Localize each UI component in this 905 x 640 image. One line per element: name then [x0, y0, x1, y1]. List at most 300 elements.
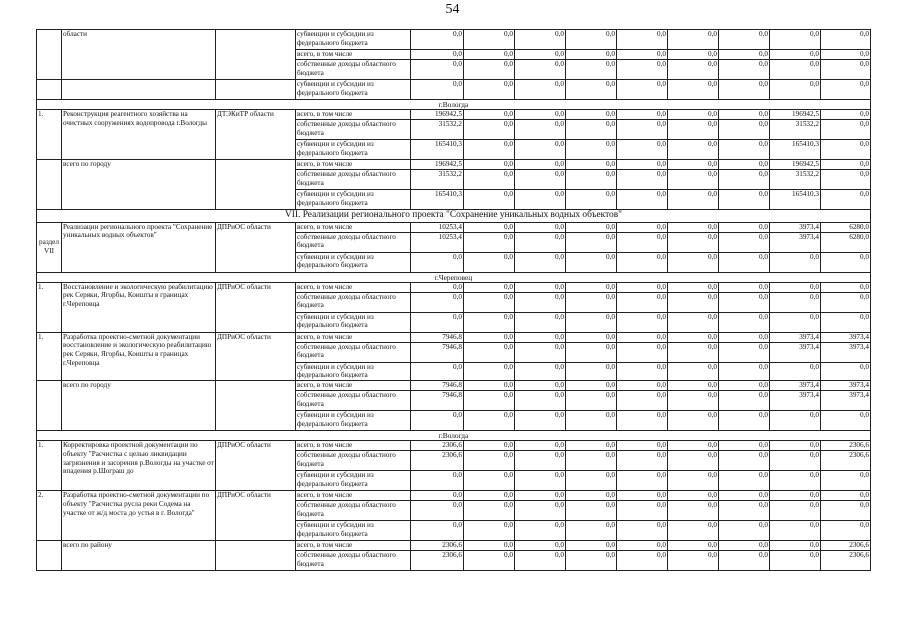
amount-cell: 0,0 — [821, 362, 871, 381]
table-cell: ДПРиОС области — [216, 282, 296, 332]
amount-cell: 0,0 — [617, 471, 668, 491]
amount-cell: 0,0 — [617, 292, 668, 312]
amount-cell: 0,0 — [617, 222, 668, 232]
amount-cell: 0,0 — [770, 451, 821, 471]
amount-cell: 0,0 — [515, 391, 566, 411]
funding-source-cell: всего, в том числе — [296, 441, 411, 451]
amount-cell: 0,0 — [719, 222, 770, 232]
amount-cell: 0,0 — [719, 362, 770, 381]
city-name: г.Вологда — [37, 431, 871, 441]
amount-cell: 0,0 — [411, 491, 464, 501]
amount-cell: 0,0 — [821, 282, 871, 292]
amount-cell: 0,0 — [411, 471, 464, 491]
budget-table-body — [37, 30, 871, 571]
amount-cell: 10253,4 — [411, 222, 464, 232]
amount-cell: 165410,3 — [411, 190, 464, 210]
amount-cell: 0,0 — [617, 120, 668, 140]
funding-source-cell: всего, в том числе — [296, 541, 411, 551]
funding-source-cell: собственные доходы областного бюджета — [296, 391, 411, 411]
amount-cell: 7946,8 — [411, 381, 464, 391]
funding-source-cell: субвенции и субсидии из федерального бюджета — [296, 80, 411, 100]
amount-cell: 0,0 — [719, 312, 770, 332]
amount-cell: 0,0 — [515, 362, 566, 381]
amount-cell: 0,0 — [770, 551, 821, 571]
amount-cell: 0,0 — [770, 282, 821, 292]
amount-cell: 0,0 — [719, 30, 770, 50]
table-cell: области — [62, 30, 216, 80]
amount-cell: 0,0 — [515, 222, 566, 232]
funding-source-cell: субвенции и субсидии из федерального бюджета — [296, 30, 411, 50]
amount-cell: 0,0 — [566, 60, 617, 80]
table-cell — [216, 80, 296, 100]
table-cell: ДПРиОС области — [216, 491, 296, 541]
amount-cell: 0,0 — [411, 521, 464, 541]
amount-cell: 0,0 — [668, 551, 719, 571]
amount-cell: 0,0 — [617, 312, 668, 332]
amount-cell: 0,0 — [770, 491, 821, 501]
table-cell: всего по району — [62, 541, 216, 571]
amount-cell: 0,0 — [821, 252, 871, 272]
amount-cell: 0,0 — [821, 312, 871, 332]
funding-source-cell: всего, в том числе — [296, 381, 411, 391]
amount-cell: 0,0 — [719, 80, 770, 100]
funding-source-cell: субвенции и субсидии из федерального бюджета — [296, 252, 411, 272]
amount-cell: 0,0 — [566, 170, 617, 190]
amount-cell: 0,0 — [770, 80, 821, 100]
funding-source-cell: субвенции и субсидии из федерального бюджета — [296, 362, 411, 381]
amount-cell: 0,0 — [719, 441, 770, 451]
amount-cell: 6280,0 — [821, 222, 871, 232]
amount-cell: 196942,5 — [411, 110, 464, 120]
amount-cell: 0,0 — [515, 110, 566, 120]
amount-cell: 0,0 — [464, 190, 515, 210]
amount-cell: 0,0 — [719, 411, 770, 431]
amount-cell: 0,0 — [566, 50, 617, 60]
table-row — [37, 160, 871, 170]
amount-cell: 0,0 — [719, 232, 770, 252]
amount-cell: 0,0 — [668, 312, 719, 332]
amount-cell: 0,0 — [464, 551, 515, 571]
amount-cell: 0,0 — [464, 342, 515, 362]
amount-cell: 0,0 — [719, 501, 770, 521]
amount-cell: 0,0 — [464, 332, 515, 342]
amount-cell: 0,0 — [668, 342, 719, 362]
amount-cell: 0,0 — [411, 30, 464, 50]
amount-cell: 0,0 — [617, 451, 668, 471]
amount-cell: 0,0 — [617, 391, 668, 411]
amount-cell: 3973,4 — [821, 381, 871, 391]
amount-cell: 0,0 — [770, 471, 821, 491]
amount-cell: 0,0 — [464, 501, 515, 521]
amount-cell: 0,0 — [411, 282, 464, 292]
amount-cell: 0,0 — [719, 120, 770, 140]
amount-cell: 0,0 — [566, 312, 617, 332]
amount-cell: 0,0 — [464, 282, 515, 292]
table-cell — [216, 160, 296, 210]
amount-cell: 0,0 — [617, 190, 668, 210]
amount-cell: 0,0 — [464, 312, 515, 332]
amount-cell: 0,0 — [566, 342, 617, 362]
amount-cell: 0,0 — [464, 140, 515, 160]
amount-cell: 3973,4 — [821, 391, 871, 411]
amount-cell: 0,0 — [566, 541, 617, 551]
table-row — [37, 222, 871, 232]
amount-cell: 0,0 — [617, 541, 668, 551]
amount-cell: 0,0 — [821, 50, 871, 60]
amount-cell: 0,0 — [719, 541, 770, 551]
amount-cell: 0,0 — [515, 451, 566, 471]
amount-cell: 0,0 — [464, 411, 515, 431]
table-row — [37, 332, 871, 342]
funding-source-cell: собственные доходы областного бюджета — [296, 232, 411, 252]
table-row — [37, 441, 871, 451]
page-number: 54 — [445, 2, 460, 17]
amount-cell: 0,0 — [668, 541, 719, 551]
amount-cell: 3973,4 — [770, 232, 821, 252]
amount-cell: 0,0 — [770, 312, 821, 332]
amount-cell: 0,0 — [770, 441, 821, 451]
amount-cell: 3973,4 — [770, 222, 821, 232]
amount-cell: 0,0 — [411, 252, 464, 272]
funding-source-cell: субвенции и субсидии из федерального бюджета — [296, 190, 411, 210]
funding-source-cell: субвенции и субсидии из федерального бюджета — [296, 140, 411, 160]
amount-cell: 0,0 — [668, 451, 719, 471]
table-cell: ДТЭКиТР области — [216, 110, 296, 160]
amount-cell: 0,0 — [515, 342, 566, 362]
amount-cell: 0,0 — [617, 140, 668, 160]
amount-cell: 0,0 — [515, 50, 566, 60]
amount-cell: 2306,6 — [821, 451, 871, 471]
amount-cell: 0,0 — [668, 80, 719, 100]
amount-cell: 0,0 — [668, 441, 719, 451]
amount-cell: 0,0 — [617, 491, 668, 501]
amount-cell: 0,0 — [464, 120, 515, 140]
amount-cell: 10253,4 — [411, 232, 464, 252]
amount-cell: 0,0 — [566, 30, 617, 50]
amount-cell: 0,0 — [719, 50, 770, 60]
funding-source-cell: собственные доходы областного бюджета — [296, 170, 411, 190]
table-cell: 1. — [37, 441, 62, 491]
amount-cell: 7946,8 — [411, 332, 464, 342]
amount-cell: 0,0 — [411, 292, 464, 312]
amount-cell: 0,0 — [617, 30, 668, 50]
funding-source-cell: субвенции и субсидии из федерального бюджета — [296, 312, 411, 332]
table-cell: Разработка проектно-сметной документации восстановление и экологическую реабилитацию рек Серяки, Ягорбы, Коишты в границах г.Череповца — [62, 332, 216, 381]
amount-cell: 0,0 — [719, 190, 770, 210]
amount-cell: 0,0 — [566, 120, 617, 140]
funding-source-cell: собственные доходы областного бюджета — [296, 451, 411, 471]
amount-cell: 0,0 — [770, 30, 821, 50]
amount-cell: 31532,2 — [411, 120, 464, 140]
amount-cell: 196942,5 — [770, 160, 821, 170]
amount-cell: 0,0 — [668, 471, 719, 491]
table-cell — [37, 160, 62, 210]
amount-cell: 0,0 — [617, 381, 668, 391]
amount-cell: 0,0 — [719, 451, 770, 471]
amount-cell: 0,0 — [515, 381, 566, 391]
amount-cell: 0,0 — [515, 232, 566, 252]
amount-cell: 0,0 — [668, 222, 719, 232]
amount-cell: 0,0 — [515, 471, 566, 491]
amount-cell: 0,0 — [668, 521, 719, 541]
amount-cell: 2306,6 — [821, 551, 871, 571]
funding-source-cell: собственные доходы областного бюджета — [296, 342, 411, 362]
amount-cell: 0,0 — [668, 232, 719, 252]
amount-cell: 0,0 — [464, 491, 515, 501]
amount-cell: 0,0 — [566, 471, 617, 491]
amount-cell: 0,0 — [515, 501, 566, 521]
table-cell: Реконструкция реагентного хозяйства на очистных сооружениях водопровода г.Вологды — [62, 110, 216, 160]
amount-cell: 0,0 — [719, 292, 770, 312]
amount-cell: 0,0 — [821, 170, 871, 190]
amount-cell: 0,0 — [821, 491, 871, 501]
amount-cell: 0,0 — [515, 441, 566, 451]
amount-cell: 0,0 — [668, 30, 719, 50]
amount-cell: 0,0 — [617, 551, 668, 571]
amount-cell: 0,0 — [617, 441, 668, 451]
amount-cell: 165410,3 — [411, 140, 464, 160]
amount-cell: 0,0 — [515, 411, 566, 431]
amount-cell: 0,0 — [617, 232, 668, 252]
amount-cell: 0,0 — [668, 501, 719, 521]
amount-cell: 0,0 — [719, 282, 770, 292]
table-cell: 1. — [37, 332, 62, 381]
amount-cell: 196942,5 — [411, 160, 464, 170]
amount-cell: 0,0 — [515, 170, 566, 190]
amount-cell: 0,0 — [821, 120, 871, 140]
table-cell: ДПРиОС области — [216, 222, 296, 272]
table-row — [37, 110, 871, 120]
amount-cell: 0,0 — [566, 332, 617, 342]
table-cell — [216, 541, 296, 571]
amount-cell: 0,0 — [411, 362, 464, 381]
table-cell: Корректировка проектной документации по объекту "Расчистка с целью ликвидации загрязнения и засорения р.Вологды на участке от впадения р.Шограш до — [62, 441, 216, 491]
amount-cell: 0,0 — [617, 80, 668, 100]
funding-source-cell: всего, в том числе — [296, 491, 411, 501]
amount-cell: 0,0 — [668, 120, 719, 140]
amount-cell: 0,0 — [719, 160, 770, 170]
amount-cell: 0,0 — [617, 501, 668, 521]
funding-source-cell: собственные доходы областного бюджета — [296, 120, 411, 140]
amount-cell: 196942,5 — [770, 110, 821, 120]
amount-cell: 0,0 — [566, 160, 617, 170]
amount-cell: 0,0 — [515, 190, 566, 210]
amount-cell: 0,0 — [464, 292, 515, 312]
amount-cell: 0,0 — [515, 312, 566, 332]
amount-cell: 3973,4 — [770, 332, 821, 342]
amount-cell: 0,0 — [770, 252, 821, 272]
amount-cell: 3973,4 — [770, 381, 821, 391]
table-cell: всего по городу — [62, 160, 216, 210]
amount-cell: 0,0 — [668, 110, 719, 120]
amount-cell: 0,0 — [515, 120, 566, 140]
amount-cell: 0,0 — [566, 521, 617, 541]
amount-cell: 0,0 — [566, 190, 617, 210]
section-header-row — [37, 210, 871, 222]
table-row — [37, 30, 871, 50]
amount-cell: 0,0 — [821, 60, 871, 80]
amount-cell: 0,0 — [411, 80, 464, 100]
funding-source-cell: собственные доходы областного бюджета — [296, 292, 411, 312]
amount-cell: 0,0 — [566, 381, 617, 391]
amount-cell: 0,0 — [770, 501, 821, 521]
amount-cell: 0,0 — [411, 501, 464, 521]
amount-cell: 0,0 — [668, 282, 719, 292]
table-cell: 1. — [37, 282, 62, 332]
amount-cell: 2306,6 — [821, 441, 871, 451]
table-cell: всего по городу — [62, 381, 216, 431]
amount-cell: 0,0 — [464, 170, 515, 190]
amount-cell: 6280,0 — [821, 232, 871, 252]
amount-cell: 0,0 — [770, 60, 821, 80]
amount-cell: 0,0 — [411, 312, 464, 332]
amount-cell: 0,0 — [464, 50, 515, 60]
amount-cell: 31532,2 — [770, 170, 821, 190]
amount-cell: 0,0 — [464, 160, 515, 170]
amount-cell: 0,0 — [566, 451, 617, 471]
table-cell: раздел VII — [37, 222, 62, 272]
table-cell — [37, 30, 62, 80]
amount-cell: 0,0 — [821, 501, 871, 521]
amount-cell: 0,0 — [668, 491, 719, 501]
amount-cell: 0,0 — [566, 252, 617, 272]
funding-source-cell: субвенции и субсидии из федерального бюджета — [296, 471, 411, 491]
amount-cell: 0,0 — [719, 551, 770, 571]
amount-cell: 7946,8 — [411, 391, 464, 411]
amount-cell: 0,0 — [668, 292, 719, 312]
city-header-row — [37, 431, 871, 441]
funding-source-cell: всего, в том числе — [296, 50, 411, 60]
table-cell — [37, 80, 62, 100]
amount-cell: 0,0 — [464, 362, 515, 381]
amount-cell: 0,0 — [719, 391, 770, 411]
amount-cell: 0,0 — [566, 110, 617, 120]
amount-cell: 0,0 — [719, 332, 770, 342]
amount-cell: 0,0 — [515, 521, 566, 541]
amount-cell: 0,0 — [719, 60, 770, 80]
amount-cell: 0,0 — [566, 411, 617, 431]
table-row — [37, 80, 871, 100]
amount-cell: 0,0 — [515, 292, 566, 312]
amount-cell: 0,0 — [515, 80, 566, 100]
amount-cell: 0,0 — [566, 551, 617, 571]
amount-cell: 0,0 — [821, 521, 871, 541]
amount-cell: 2306,6 — [411, 541, 464, 551]
amount-cell: 31532,2 — [770, 120, 821, 140]
amount-cell: 0,0 — [770, 521, 821, 541]
amount-cell: 0,0 — [464, 441, 515, 451]
amount-cell: 7946,8 — [411, 342, 464, 362]
city-header-row — [37, 272, 871, 282]
amount-cell: 0,0 — [770, 411, 821, 431]
amount-cell: 0,0 — [770, 50, 821, 60]
funding-source-cell: субвенции и субсидии из федерального бюджета — [296, 521, 411, 541]
amount-cell: 0,0 — [515, 252, 566, 272]
amount-cell: 0,0 — [821, 30, 871, 50]
amount-cell: 0,0 — [668, 160, 719, 170]
table-cell: ДПРиОС области — [216, 441, 296, 491]
funding-source-cell: субвенции и субсидии из федерального бюджета — [296, 411, 411, 431]
amount-cell: 3973,4 — [821, 342, 871, 362]
amount-cell: 0,0 — [411, 50, 464, 60]
table-row — [37, 491, 871, 501]
amount-cell: 0,0 — [770, 292, 821, 312]
amount-cell: 0,0 — [464, 30, 515, 50]
funding-source-cell: собственные доходы областного бюджета — [296, 60, 411, 80]
amount-cell: 0,0 — [566, 292, 617, 312]
amount-cell: 0,0 — [668, 50, 719, 60]
table-cell — [216, 381, 296, 431]
amount-cell: 0,0 — [515, 332, 566, 342]
section-title: VII. Реализации регионального проекта "Сохранение уникальных водных объектов" — [37, 210, 871, 222]
amount-cell: 3973,4 — [821, 332, 871, 342]
amount-cell: 0,0 — [464, 232, 515, 252]
budget-table-sheet — [36, 29, 870, 571]
amount-cell: 0,0 — [566, 80, 617, 100]
amount-cell: 0,0 — [617, 332, 668, 342]
amount-cell: 0,0 — [719, 521, 770, 541]
amount-cell: 0,0 — [515, 160, 566, 170]
amount-cell: 165410,3 — [770, 140, 821, 160]
amount-cell: 0,0 — [821, 140, 871, 160]
amount-cell: 0,0 — [566, 501, 617, 521]
amount-cell: 0,0 — [464, 110, 515, 120]
amount-cell: 0,0 — [464, 60, 515, 80]
amount-cell: 0,0 — [617, 342, 668, 362]
amount-cell: 0,0 — [515, 140, 566, 160]
amount-cell: 0,0 — [566, 282, 617, 292]
table-cell — [216, 30, 296, 80]
amount-cell: 0,0 — [566, 232, 617, 252]
amount-cell: 0,0 — [464, 471, 515, 491]
city-name: г.Вологда — [37, 100, 871, 110]
amount-cell: 0,0 — [668, 190, 719, 210]
amount-cell: 0,0 — [668, 252, 719, 272]
city-header-row — [37, 100, 871, 110]
amount-cell: 0,0 — [617, 521, 668, 541]
amount-cell: 0,0 — [617, 252, 668, 272]
amount-cell: 0,0 — [719, 252, 770, 272]
funding-source-cell: всего, в том числе — [296, 332, 411, 342]
amount-cell: 0,0 — [719, 342, 770, 362]
amount-cell: 0,0 — [617, 60, 668, 80]
amount-cell: 0,0 — [464, 521, 515, 541]
amount-cell: 0,0 — [515, 491, 566, 501]
table-row — [37, 381, 871, 391]
amount-cell: 0,0 — [464, 222, 515, 232]
table-cell: ДПРиОС области — [216, 332, 296, 381]
table-cell: 2. — [37, 491, 62, 541]
amount-cell: 2306,6 — [411, 451, 464, 471]
amount-cell: 0,0 — [719, 170, 770, 190]
amount-cell: 3973,4 — [770, 342, 821, 362]
amount-cell: 31532,2 — [411, 170, 464, 190]
table-row — [37, 282, 871, 292]
amount-cell: 3973,4 — [770, 391, 821, 411]
amount-cell: 0,0 — [617, 160, 668, 170]
amount-cell: 0,0 — [821, 411, 871, 431]
amount-cell: 0,0 — [515, 541, 566, 551]
amount-cell: 0,0 — [668, 391, 719, 411]
amount-cell: 0,0 — [515, 282, 566, 292]
funding-source-cell: всего, в том числе — [296, 160, 411, 170]
table-cell — [37, 381, 62, 431]
funding-source-cell: всего, в том числе — [296, 282, 411, 292]
amount-cell: 0,0 — [821, 292, 871, 312]
amount-cell: 0,0 — [566, 491, 617, 501]
table-cell: 1. — [37, 110, 62, 160]
table-row — [37, 541, 871, 551]
